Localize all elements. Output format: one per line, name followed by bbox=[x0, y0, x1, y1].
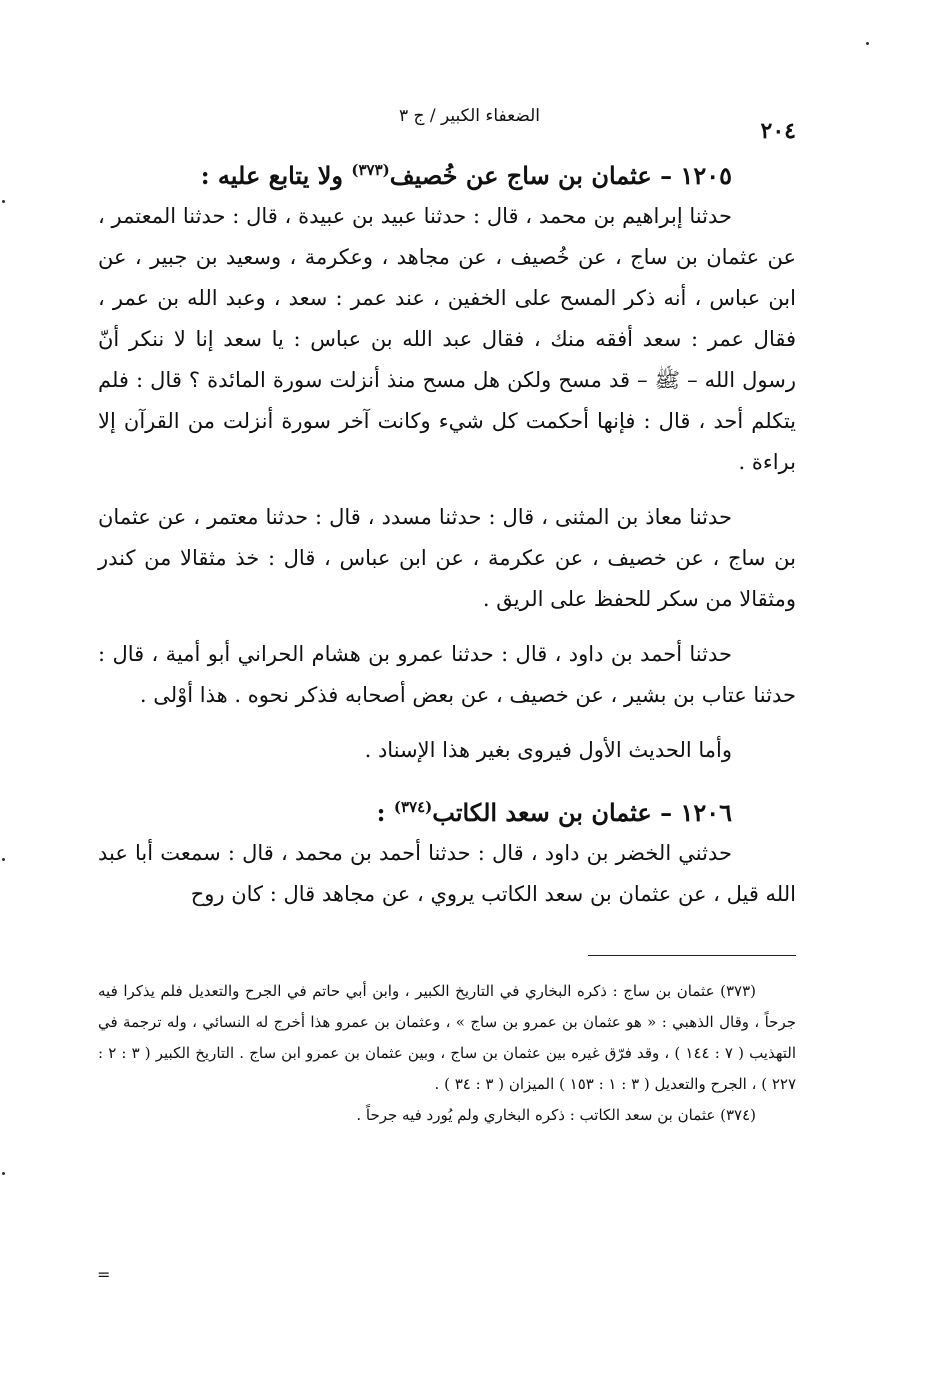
entry-heading-1205 bbox=[98, 150, 796, 196]
entry-title-tail: : bbox=[376, 798, 394, 827]
paragraph: وأما الحديث الأول فيروى بغير هذا الإسناد . bbox=[364, 738, 732, 762]
footnote-374: (٣٧٤) عثمان بن سعد الكاتب : ذكره البخاري ولم يُورد فيه جرحاً . bbox=[356, 1106, 756, 1124]
paragraph: حدثنا معاذ بن المثنى ، قال : حدثنا مسدد ، قال : حدثنا معتمر ، عن عثمان بن ساج ، عن خصيف ، عن عكرمة ، عن ابن عباس ، قال : خذ مثقالا من كندر ومثقالا من سكر للحفظ على الريق . bbox=[98, 505, 796, 611]
footnotes bbox=[98, 976, 796, 1131]
entry-title: ١٢٠٦ – عثمان بن سعد الكاتب bbox=[432, 798, 732, 827]
entry-title-tail: ولا يتابع عليه : bbox=[200, 161, 352, 190]
scan-speck bbox=[2, 200, 5, 203]
footnote-separator bbox=[588, 955, 796, 956]
footnote-373: (٣٧٣) عثمان بن ساج : ذكره البخاري في التاريخ الكبير ، وابن أبي حاتم في الجرح والتعديل فلم يذكرا فيه جرحاً ، وقال الذهبي : « هو عثمان بن عمرو بن ساج » ، وعثمان بن عمرو هذا أخرج له النسائي ، وله ترجمة في التهذيب ( ٧ : ١٤٤ ) ، وقد فرّق غيره بين عثمان بن ساج ، وبين عثمان بن عمرو ابن ساج . التاريخ الكبير ( ٣ : ٢ : ٢٢٧ ) ، الجرح والتعديل ( ٣ : ١ : ١٥٣ ) الميزان ( ٣ : ٣٤ ) . bbox=[98, 982, 797, 1093]
entry-title: ١٢٠٥ – عثمان بن ساج عن خُصيف bbox=[389, 161, 732, 190]
scan-speck bbox=[866, 42, 869, 45]
page-number: ٢٠٤ bbox=[760, 118, 796, 144]
running-title: الضعفاء الكبير / ج ٣ bbox=[398, 106, 540, 126]
page-header bbox=[98, 100, 796, 150]
footnote-ref: (٣٧٣) bbox=[351, 161, 390, 179]
scan-speck bbox=[2, 858, 5, 861]
paragraph: حدثنا أحمد بن داود ، قال : حدثنا عمرو بن هشام الحراني أبو أمية ، قال : حدثنا عتاب بن بشير ، عن خصيف ، عن بعض أصحابه فذكر نحوه . هذا أوْلى . bbox=[98, 642, 796, 707]
footnote-ref: (٣٧٤) bbox=[393, 798, 433, 816]
entry-heading-1206 bbox=[98, 787, 796, 833]
scan-speck bbox=[2, 1172, 5, 1175]
paragraph: حدثنا إبراهيم بن محمد ، قال : حدثنا عبيد بن عبيدة ، قال : حدثنا المعتمر ، عن عثمان بن ساج ، عن خُصيف ، عن مجاهد ، وعكرمة ، وسعيد بن جبير ، عن ابن عباس ، أنه ذكر المسح على الخفين ، عند عمر : سعد ، وعبد الله بن عمر ، فقال عمر : سعد أفقه منك ، فقال عبد الله بن عباس : يا سعد إنا لا ننكر أنّ رسول الله – ﷺ – قد مسح ولكن هل مسح منذ أنزلت سورة المائدة ؟ قال : فلم يتكلم أحد ، قال : فإنها أحكمت كل شيء وكانت آخر سورة أنزلت من القرآن إلا براءة . bbox=[98, 204, 796, 474]
continuation-mark: = bbox=[97, 1265, 111, 1284]
book-page bbox=[98, 100, 796, 1131]
paragraph: حدثني الخضر بن داود ، قال : حدثنا أحمد بن محمد ، قال : سمعت أبا عبد الله قيل ، عن عثمان بن سعد الكاتب يروي ، عن مجاهد قال : كان روح bbox=[98, 841, 796, 906]
